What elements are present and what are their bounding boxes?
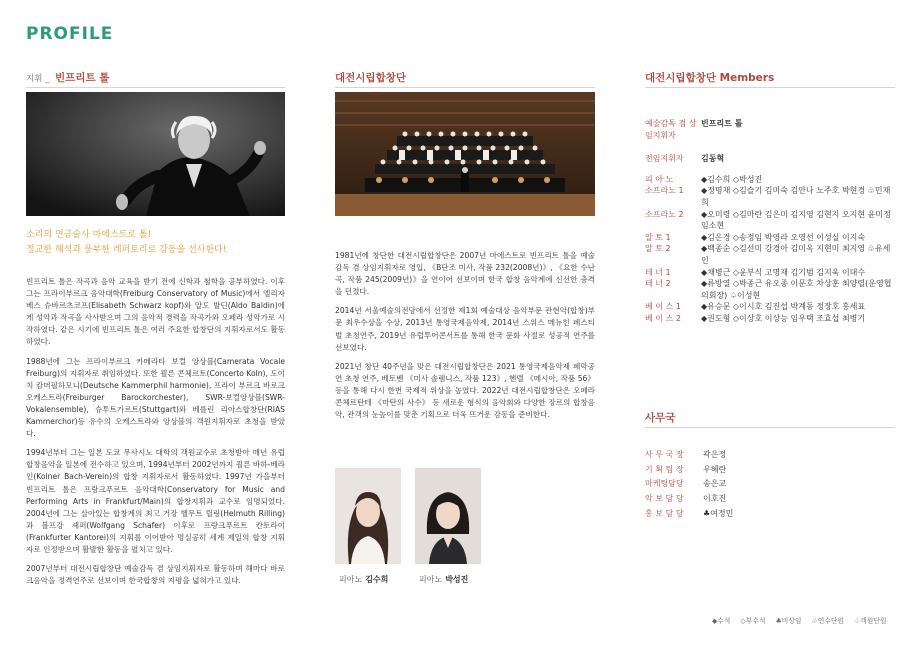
pianist-photo bbox=[335, 468, 401, 564]
conductor-title bbox=[26, 70, 285, 85]
office-title: 사무국 bbox=[645, 412, 676, 424]
member-names: ◆김수희 ◇박성진 bbox=[701, 174, 763, 184]
staff-role: 사 무 국 장 bbox=[645, 450, 684, 459]
member-row bbox=[645, 278, 895, 301]
staff-name: 송은교 bbox=[703, 479, 727, 489]
member-row bbox=[645, 232, 895, 244]
legend-item: ♣비상임 bbox=[775, 617, 802, 625]
choir-history bbox=[335, 250, 595, 428]
conductor-subtitle bbox=[26, 228, 285, 258]
member-role: 베 이 스 1 bbox=[645, 302, 681, 312]
pianist-caption bbox=[419, 574, 468, 585]
staff-row bbox=[645, 463, 895, 478]
member-role: 피 아 노 bbox=[645, 174, 674, 184]
divider bbox=[335, 87, 595, 88]
divider bbox=[26, 87, 285, 88]
member-role: 전임지휘자 bbox=[645, 154, 684, 164]
history-paragraph: 2014년 서울예술의전당에서 선정한 제1회 예술대상 음악부문 관현악(합창)부문 최우수상을 수상, 2013년 통영국제음악제, 2014년 스위스 메뉴힌 페스티벌 초청연주, 2019년 유럽투어콘서트를 통해 한국 문화 사절로 성공적 연주를 선보였다. bbox=[335, 306, 595, 352]
staff-role: 악 보 담 당 bbox=[645, 494, 684, 504]
staff-name: ♣여정민 bbox=[703, 508, 734, 518]
member-role: 알 토 2 bbox=[645, 244, 671, 254]
member-row bbox=[645, 185, 895, 208]
conductor-name: 빈프리트 톨 bbox=[55, 72, 110, 84]
member-role: 테 너 1 bbox=[645, 267, 671, 277]
bio-paragraph: 빈프리트 톨은 작곡과 음악 교육을 받기 전에 신학과 철학을 공부하였다. 이후 그는 프라이부르크 음악대학(Freiburg Conservatory of Music)에서 엘리자베스 슈바르츠코프(Elisabeth Schwarz kopf)와 알도 발딘(Aldo Baldin)에게 성악과 작곡을 사사받으며 그의 음악적 경력을 작곡가와 오페라 성악가로 시작하였다. 같은 시기에 빈프리트 톨은 여러 주요한 합창단의 지휘자로서도 활동하였다. bbox=[26, 277, 285, 347]
member-row bbox=[645, 313, 895, 325]
member-role: 알 토 1 bbox=[645, 232, 671, 242]
staff-row bbox=[645, 492, 895, 507]
staff-row bbox=[645, 477, 895, 492]
staff-name: 우혜란 bbox=[703, 464, 727, 474]
members-title: 대전시립합창단 Members bbox=[645, 72, 775, 84]
pianist-photo bbox=[415, 468, 481, 564]
member-role: 소프라노 1 bbox=[645, 186, 684, 196]
staff-role: 기 획 팀 장 bbox=[645, 464, 684, 474]
divider bbox=[645, 427, 895, 428]
pianist-role: 피아노 bbox=[339, 575, 363, 584]
pianist-name: 김수희 bbox=[365, 575, 389, 584]
member-row bbox=[645, 267, 895, 279]
subtitle-line: 소리의 연금술사 마에스트로 톨! bbox=[26, 230, 152, 240]
conductor-title-prefix: 지휘 _ bbox=[26, 74, 50, 84]
bio-paragraph: 1994년부터 그는 일본 도쿄 무사시노 대학의 객원교수로 초청받아 매년 유럽합창음악을 일본에 전수하고 있으며, 1994년부터 2002년까지 쾰른 바하-베라인(Kolner Bach-Verein)의 합창 지휘자로서 활동하였다. 1997년 가을부터 빈프리트 톨은 프랑크푸르트 음악대학(Conservatory for Music and Performing Arts in Frankfurt/Main)의 합창지휘과 교수로 임명되었다. 2004년에 그는 살아있는 합창계의 최고 거장 헬무트 릴링(Helmuth Rilling)과 볼프강 셰퍼(Wolfgang Schafer) 이후로 프랑크푸르트 칸토라이(Frankfurter Kantorei)의 지휘를 이어받아 명실공히 세계 제일의 합창 지휘자로 인정받으며 활발한 활동을 펼치고 있다. bbox=[26, 448, 285, 554]
member-names: ◆유승문 ◇이시호 김진섭 박계동 정장호 홍세표 bbox=[701, 302, 866, 312]
member-names: ◆오미령 ◇김마란 김은미 김지영 김현지 오지현 윤미정 임소현 bbox=[701, 209, 891, 231]
choir-title: 대전시립합창단 bbox=[335, 72, 407, 84]
member-names: ◆채병근 ◇윤부식 고명재 김기범 김지욱 이대수 bbox=[701, 267, 866, 277]
staff-name: 이호진 bbox=[703, 494, 727, 504]
member-names: 빈프리트 톨 bbox=[701, 119, 743, 128]
member-names: 김동혁 bbox=[701, 154, 725, 164]
staff-role: 마케팅담당 bbox=[645, 479, 684, 489]
member-names: ◆김은경 ◇송정임 박영라 오영선 이성실 이지숙 bbox=[701, 232, 866, 242]
member-row bbox=[645, 243, 895, 266]
staff-row bbox=[645, 448, 895, 463]
bio-paragraph: 2007년부터 대전시립합창단 예술감독 겸 상임지휘자로 활동하며 해마다 바로크음악을 정격연주로 선보이며 한국합창의 지평을 넓혀가고 있다. bbox=[26, 564, 285, 586]
office-title-block bbox=[645, 410, 895, 428]
office-staff bbox=[645, 448, 895, 522]
history-paragraph: 2021년 창단 40주년을 맞은 대전시립합창단은 2021 통영국제음악제 폐막공연 초청 연주, 베토벤 《미사 솔렘니스, 작품 123》, 헨델 《메시아, 작품 56》등을 통해 다시 한번 국제적 위상을 높였다. 2022년 대전시립합창단은 오페라 콘체르탄테 《마탄의 사수》 등 새로운 형식의 음악회와 다양한 장르의 합창음악, 관객의 눈높이를 맞춘 기획으로 더욱 뜨거운 감동을 준비한다. bbox=[335, 361, 595, 420]
member-row bbox=[645, 301, 895, 313]
members-column bbox=[645, 70, 895, 518]
staff-row bbox=[645, 507, 895, 522]
pianists bbox=[335, 468, 595, 588]
member-row bbox=[645, 153, 895, 165]
symbol-legend bbox=[712, 615, 887, 625]
member-names: ◆정명재 ◇김슬기 김미숙 김안나 노주호 박현경 ♧민재희 bbox=[701, 186, 891, 207]
legend-item: ♧연수단원 bbox=[811, 617, 844, 625]
pianist-role: 피아노 bbox=[419, 575, 443, 584]
conductor-bio bbox=[26, 276, 285, 594]
subtitle-line: 정교한 해석과 풍부한 레퍼토리로 감동을 선사한다! bbox=[26, 245, 227, 255]
divider bbox=[645, 87, 895, 88]
conductor-column bbox=[26, 70, 285, 586]
members-list bbox=[645, 118, 895, 325]
legend-item: ◆수석 bbox=[712, 617, 731, 625]
member-row bbox=[645, 174, 895, 186]
bio-paragraph: 1988년에 그는 프라이부르크 카메라타 보컬 앙상블(Camerata Vocale Freiburg)의 지휘자로 취임하였다. 또한 쾰른 콘체르토(Concerto Koln), 도이치 캄머필하모니(Deutsche Kammerphil harmonie), 프라이 부르크 바로크오케스트라(Freiburger Barockorchester), SWR-보컬앙상블(SWR-Vokalensemble), 슈투트가르트(Stuttgart)와 베를린 리아스합창단(RIAS Kammerchor)등 유수의 오케스트라와 앙상블의 객원지휘자로 초청을 받았다. bbox=[26, 356, 285, 439]
choir-photo bbox=[335, 92, 595, 216]
member-names: ◆류방열 ◇박종근 유오종 이문호 차상훈 최양렬(운영협의회장) ♤이성현 bbox=[701, 279, 892, 300]
member-names: ◆권도형 ◇이상호 이상능 임우택 조효섭 최병기 bbox=[701, 313, 866, 323]
member-role: 예술감독 겸 상임지휘자 bbox=[645, 119, 697, 140]
member-row bbox=[645, 118, 895, 141]
member-names: ◆백종순 ◇김선미 강경아 김미옥 지현미 최지영 ♧유세인 bbox=[701, 244, 891, 265]
member-row bbox=[645, 209, 895, 232]
pianist-caption bbox=[339, 574, 388, 585]
legend-item: ♤객원단원 bbox=[854, 617, 887, 625]
staff-role: 홍 보 담 당 bbox=[645, 508, 684, 518]
history-paragraph: 1981년에 창단한 대전시립합창단은 2007년 마에스트로 빈프리트 톨을 예술감독 겸 상임지휘자로 영입, 《B단조 미사, 작품 232(2008년)》, 《요한 수난곡, 작품 245(2009년)》을 연이어 선보이며 한국 합창 음악계에 신선한 충격을 던졌다. bbox=[335, 251, 595, 297]
member-role: 소프라노 2 bbox=[645, 209, 684, 219]
legend-item: ◇부수석 bbox=[740, 617, 766, 625]
conductor-photo bbox=[26, 92, 285, 216]
page-heading: PROFILE bbox=[26, 24, 114, 44]
member-role: 테 너 2 bbox=[645, 279, 671, 289]
staff-name: 곽은정 bbox=[703, 450, 727, 459]
member-role: 베 이 스 2 bbox=[645, 313, 681, 323]
choir-column bbox=[335, 70, 595, 584]
pianist-name: 박성진 bbox=[445, 575, 469, 584]
